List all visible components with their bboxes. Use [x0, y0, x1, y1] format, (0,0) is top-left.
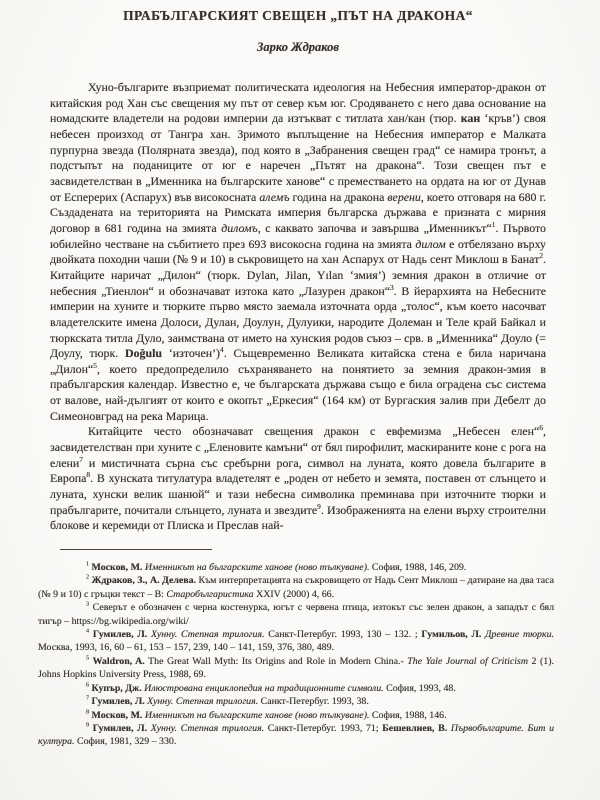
footnote-ref: 2 — [86, 575, 90, 582]
text-segment: Старобългаристика — [166, 588, 254, 600]
text-segment: Хуно-българите възприемат политическата идеология на Небесния император-дракон от китайския род Хан със свещения му път от север към юг. Сродяването с него дава основание на номадските владетели на родови империи да изтъкват с титлата хан/кан (тюр. — [50, 80, 546, 126]
footnote-1 — [38, 561, 554, 574]
footnote-ref: 6 — [86, 682, 90, 689]
text-segment: Москва, 1993, 16, 60 – 61, 153 – 157, 239, 140 – 141, 159, 376, 380, 489. — [38, 642, 334, 654]
text-segment: . Изображенията на елени върху строителни блокове и керемиди от Плиска и Преслав най- — [50, 502, 546, 533]
footnote-ref: 4 — [220, 345, 224, 355]
body-text — [50, 80, 546, 534]
text-segment: Китайците често обозначават свещения дракон с евфемизма „Небесен елен“ — [88, 424, 540, 439]
page-title: ПРАБЪЛГАРСКИЯТ СВЕЩЕН „ПЪТ НА ДРАКОНА“ — [123, 8, 473, 23]
text-segment: Гумилев, Л. — [92, 722, 148, 734]
text-segment: The Great Wall Myth: Its Origins and Role in Modern China.- — [144, 655, 408, 667]
text-segment: . Същевременно Великата китайска стена е била наричана „Дилон“ — [50, 346, 547, 376]
footnote-ref: 8 — [86, 470, 91, 480]
text-segment: , засвидетелстван при хуните с „Еленовите камъни“ от бял пирофилит, маскираните коне с рога на елени — [50, 424, 546, 470]
text-segment: . В йерархията на Небесните империи на хуните и тюрките първо място заемала източната орда „толос“, към което насочват владетелските имена Долоси, Дулан, Доулун, Дулуики, народите Долеман и Теле край Байкал и тюркската титла Дуло, заимствана от името на хунския родов съюз – срв. в „Именника“ Доуло (= Доулу, тюрк. — [50, 283, 546, 361]
text-segment: Ждраков, З., А. Делева. — [91, 575, 196, 587]
text-segment: кан — [460, 111, 481, 126]
footnote-9 — [38, 722, 554, 749]
text-segment: Гумилев, Л. — [92, 629, 148, 641]
paragraph-2 — [50, 424, 546, 534]
text-segment: Хунну. Степная трилогия. — [150, 722, 265, 734]
footnote-7 — [38, 695, 554, 708]
text-segment: Санкт-Петербуг. 1993, 71; — [264, 722, 383, 734]
text-segment: диломъ — [221, 220, 258, 235]
text-segment: Хунну. Степная трилогия. — [147, 696, 259, 708]
footnote-ref: 8 — [86, 709, 90, 716]
text-segment: Санкт-Петербуг. 1993, 130 – 132. ; — [264, 629, 422, 641]
text-segment: . Първото юбилейно честване на събитието през 693 високосна година на змията — [50, 220, 546, 251]
footnote-ref: 4 — [86, 628, 90, 635]
text-segment: , което предопределило съхраняването на понятието за земния дракон-змия в прабългарския календар. Известно е, че българската държава също е била оградена със система от валове, най-дългият от които е окопът „Еркесия“ (164 км) от Бургаския залив при Дебелт до Симеоновград на река Марица. — [50, 361, 546, 423]
text-segment: 2 (1). Johns Hopkins University Press, 1988, 69. — [38, 655, 554, 681]
footnote-ref: 3 — [390, 282, 394, 292]
text-segment: Именникът на българските ханове (ново тълкуване). — [144, 709, 370, 721]
text-segment: София, 1988, 146. — [369, 709, 447, 721]
text-segment: Именникът на българските ханове (ново тълкуване). — [144, 562, 370, 574]
text-segment: Гумильов, Л. — [421, 629, 482, 641]
text-segment: Първобългарите. Бит и култура. — [38, 722, 555, 748]
text-segment: Илюстрована енциклопедия на традиционните символи. — [144, 682, 384, 694]
text-segment: , което отговаря на 680 г. Създадената на територията на Римската империя българска държава е призната с мирния договор в 681 година на змията — [50, 189, 546, 235]
footnote-separator — [60, 549, 212, 550]
text-segment: верени — [387, 189, 421, 204]
text-segment: ‘източен’) — [162, 346, 221, 361]
footnote-5 — [38, 655, 554, 682]
text-segment: Санкт-Петербуг. 1993, 38. — [258, 696, 369, 708]
footnote-3 — [38, 601, 554, 628]
text-segment: . Китайците наричат „Дилон“ (тюрк. Dylan, Jilan, Yılan ‘змия’) земния дракон в отличие от небесния „Тиенлон“ и обозначават изтока като „Лазурен дракон“ — [50, 252, 546, 298]
text-segment: The Yale Journal of Criticism — [407, 655, 529, 667]
footnote-ref: 1 — [86, 561, 90, 568]
text-segment: година на дракона — [289, 189, 388, 204]
text-segment: алемъ — [259, 189, 290, 204]
text-segment: Waldron, A. — [92, 655, 145, 667]
footnote-6 — [38, 682, 554, 695]
footnote-ref: 7 — [86, 695, 90, 702]
footnote-ref: 5 — [86, 655, 90, 662]
footnote-ref: 7 — [79, 454, 83, 464]
footnote-4 — [38, 628, 554, 655]
text-segment: Северът е обозначен с черна костенурка, югът с червена птица, изтокът със зелен дракон, а западът с бял тигър – https://bg.wikipedia.org/wiki/ — [38, 602, 554, 627]
text-segment: София, 1993, 48. — [383, 682, 456, 694]
text-segment: София, 1988, 146, 209. — [369, 562, 467, 574]
author-name: Зарко Ждраков — [257, 40, 339, 54]
footnote-ref: 6 — [539, 423, 544, 433]
text-segment: и мистичната сърна със сребърни рога, символ на луната, която довела българите в Европа — [50, 455, 546, 486]
text-segment: , с каквато започва и завършва „Именникът“ — [257, 220, 492, 235]
text-segment: е отбелязано върху двойката походни чаши (№ 9 и 10) в съкровището на хан Аспарух от Надь сент Миклош в Банат — [50, 236, 547, 267]
paragraph-1 — [50, 80, 546, 424]
text-segment: Към интерпретацията на съкровището от Надь Сент Миклош – датиране на два таса (№ 9 и 10) с гръцки текст – В: — [38, 575, 554, 600]
footnotes-section — [38, 561, 554, 749]
footnote-ref: 9 — [86, 722, 90, 729]
text-segment: Купър, Дж. — [91, 682, 142, 694]
footnote-ref: 2 — [539, 251, 544, 261]
text-segment: София, 1981, 329 – 330. — [74, 736, 177, 748]
text-segment: дилом — [415, 236, 446, 251]
text-segment: Москов, М. — [91, 562, 143, 574]
footnote-ref: 5 — [93, 360, 97, 370]
text-segment: . В хунската титулатура владетелят е „роден от небето и земята, поставен от слънцето и луната, хунски велик шанюй“ и тази небесна символика преминава при източните тюрки и прабългарите, почитали слънцето, луната и звездите — [50, 471, 546, 517]
text-segment: ‘кръв’) своя небесен произход от Тангра хан. Зримото въплъщение на Небесния император е Малката пурпурна звезда (Полярната звезда), под която в „Забранения свещен град“ се намира тронът, а подстъпът на поданиците от юг е наречен „Пътят на дракона“. Този свещен път е засвидетелстван в „Именника на българските ханове“ с преместването на ордата на юг от Дунав от Есперерих (Аспарух) във високосната — [50, 111, 546, 204]
text-segment: XXIV (2000) 4, 66. — [253, 588, 335, 600]
text-segment: Москов, М. — [91, 709, 143, 721]
footnote-ref: 3 — [86, 601, 90, 608]
footnote-ref: 1 — [491, 219, 496, 229]
text-segment: Хунну. Степная трилогия. — [150, 629, 265, 641]
text-segment: Гумилев, Л. — [91, 696, 145, 708]
footnote-ref: 9 — [317, 501, 321, 511]
text-segment: Doğulu — [125, 346, 163, 361]
text-segment: Бешевлиев, В. — [382, 722, 448, 734]
footnote-2 — [38, 574, 554, 601]
text-segment: Древние тюрки. — [485, 629, 555, 641]
footnote-8 — [38, 709, 554, 722]
